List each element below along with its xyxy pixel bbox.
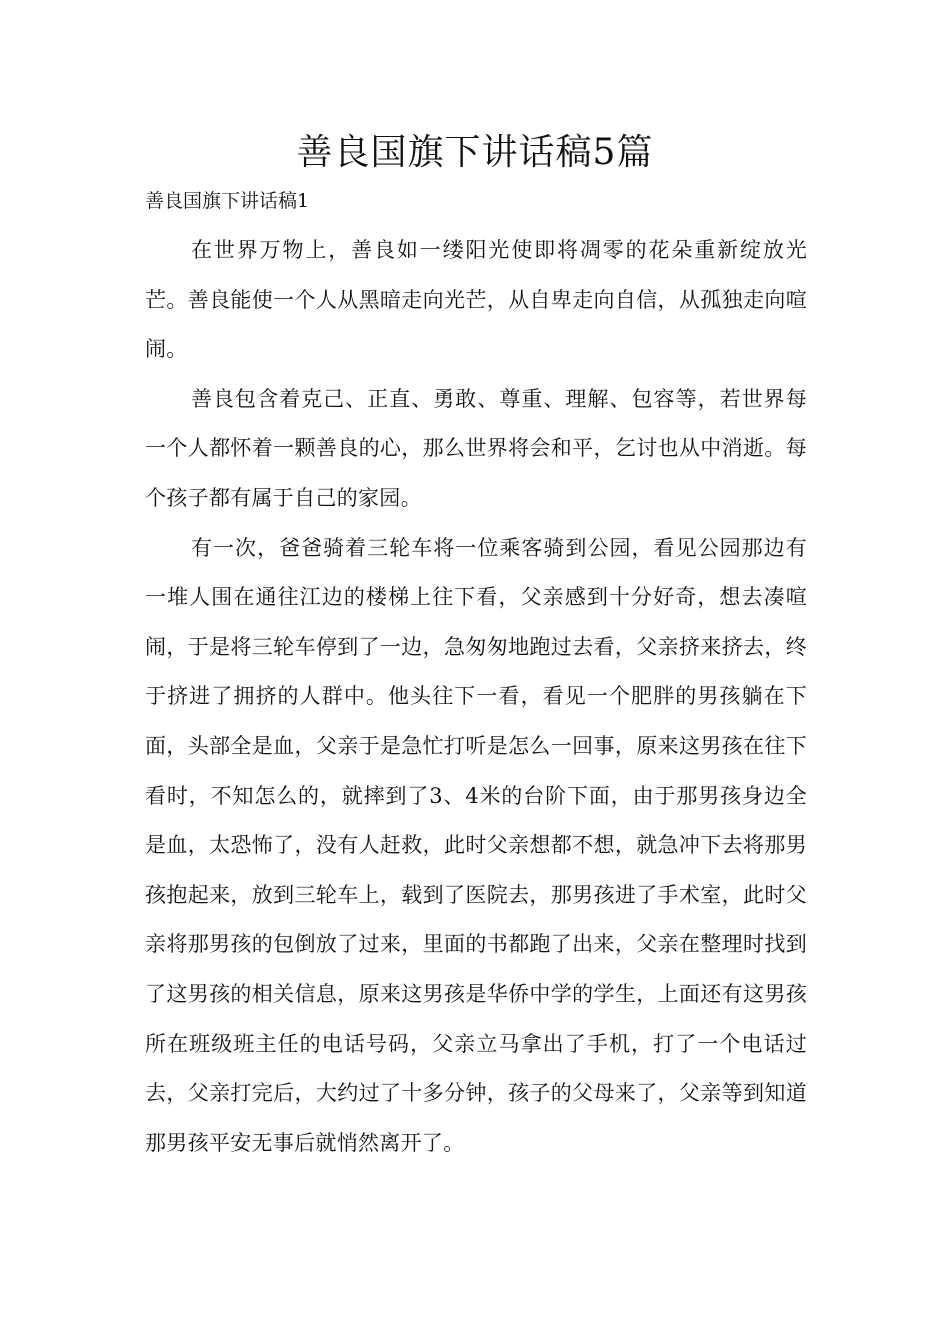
document-body	[145, 226, 807, 1168]
paragraph-2: 善良包含着克己、正直、勇敢、尊重、理解、包容等，若世界每一个人都怀着一颗善良的心，那么世界将会和平，乞讨也从中消逝。每个孩子都有属于自己的家园。	[145, 386, 807, 510]
document-title: 善良国旗下讲话稿5篇	[296, 132, 654, 173]
paragraph-1: 在世界万物上，善良如一缕阳光使即将凋零的花朵重新绽放光芒。善良能使一个人从黑暗走向光芒，从自卑走向自信，从孤独走向喧闹。	[145, 238, 807, 362]
section-heading: 善良国旗下讲话稿1	[145, 190, 310, 212]
paragraph-3: 有一次，爸爸骑着三轮车将一位乘客骑到公园，看见公园那边有一堆人围在通往江边的楼梯上往下看，父亲感到十分好奇，想去凑喧闹，于是将三轮车停到了一边，急匆匆地跑过去看，父亲挤来挤去，终于挤进了拥挤的人群中。他头往下一看，看见一个肥胖的男孩躺在下面，头部全是血，父亲于是急忙打听是怎么一回事，原来这男孩在往下看时，不知怎么的，就摔到了3、4米的台阶下面，由于那男孩身边全是血，太恐怖了，没有人赶救，此时父亲想都不想，就急冲下去将那男孩抱起来，放到三轮车上，载到了医院去，那男孩进了手术室，此时父亲将那男孩的包倒放了过来，里面的书都跑了出来，父亲在整理时找到了这男孩的相关信息，原来这男孩是华侨中学的学生，上面还有这男孩所在班级班主任的电话号码，父亲立马拿出了手机，打了一个电话过去，父亲打完后，大约过了十多分钟，孩子的父母来了，父亲等到知道那男孩平安无事后就悄然离开了。	[145, 535, 807, 1155]
